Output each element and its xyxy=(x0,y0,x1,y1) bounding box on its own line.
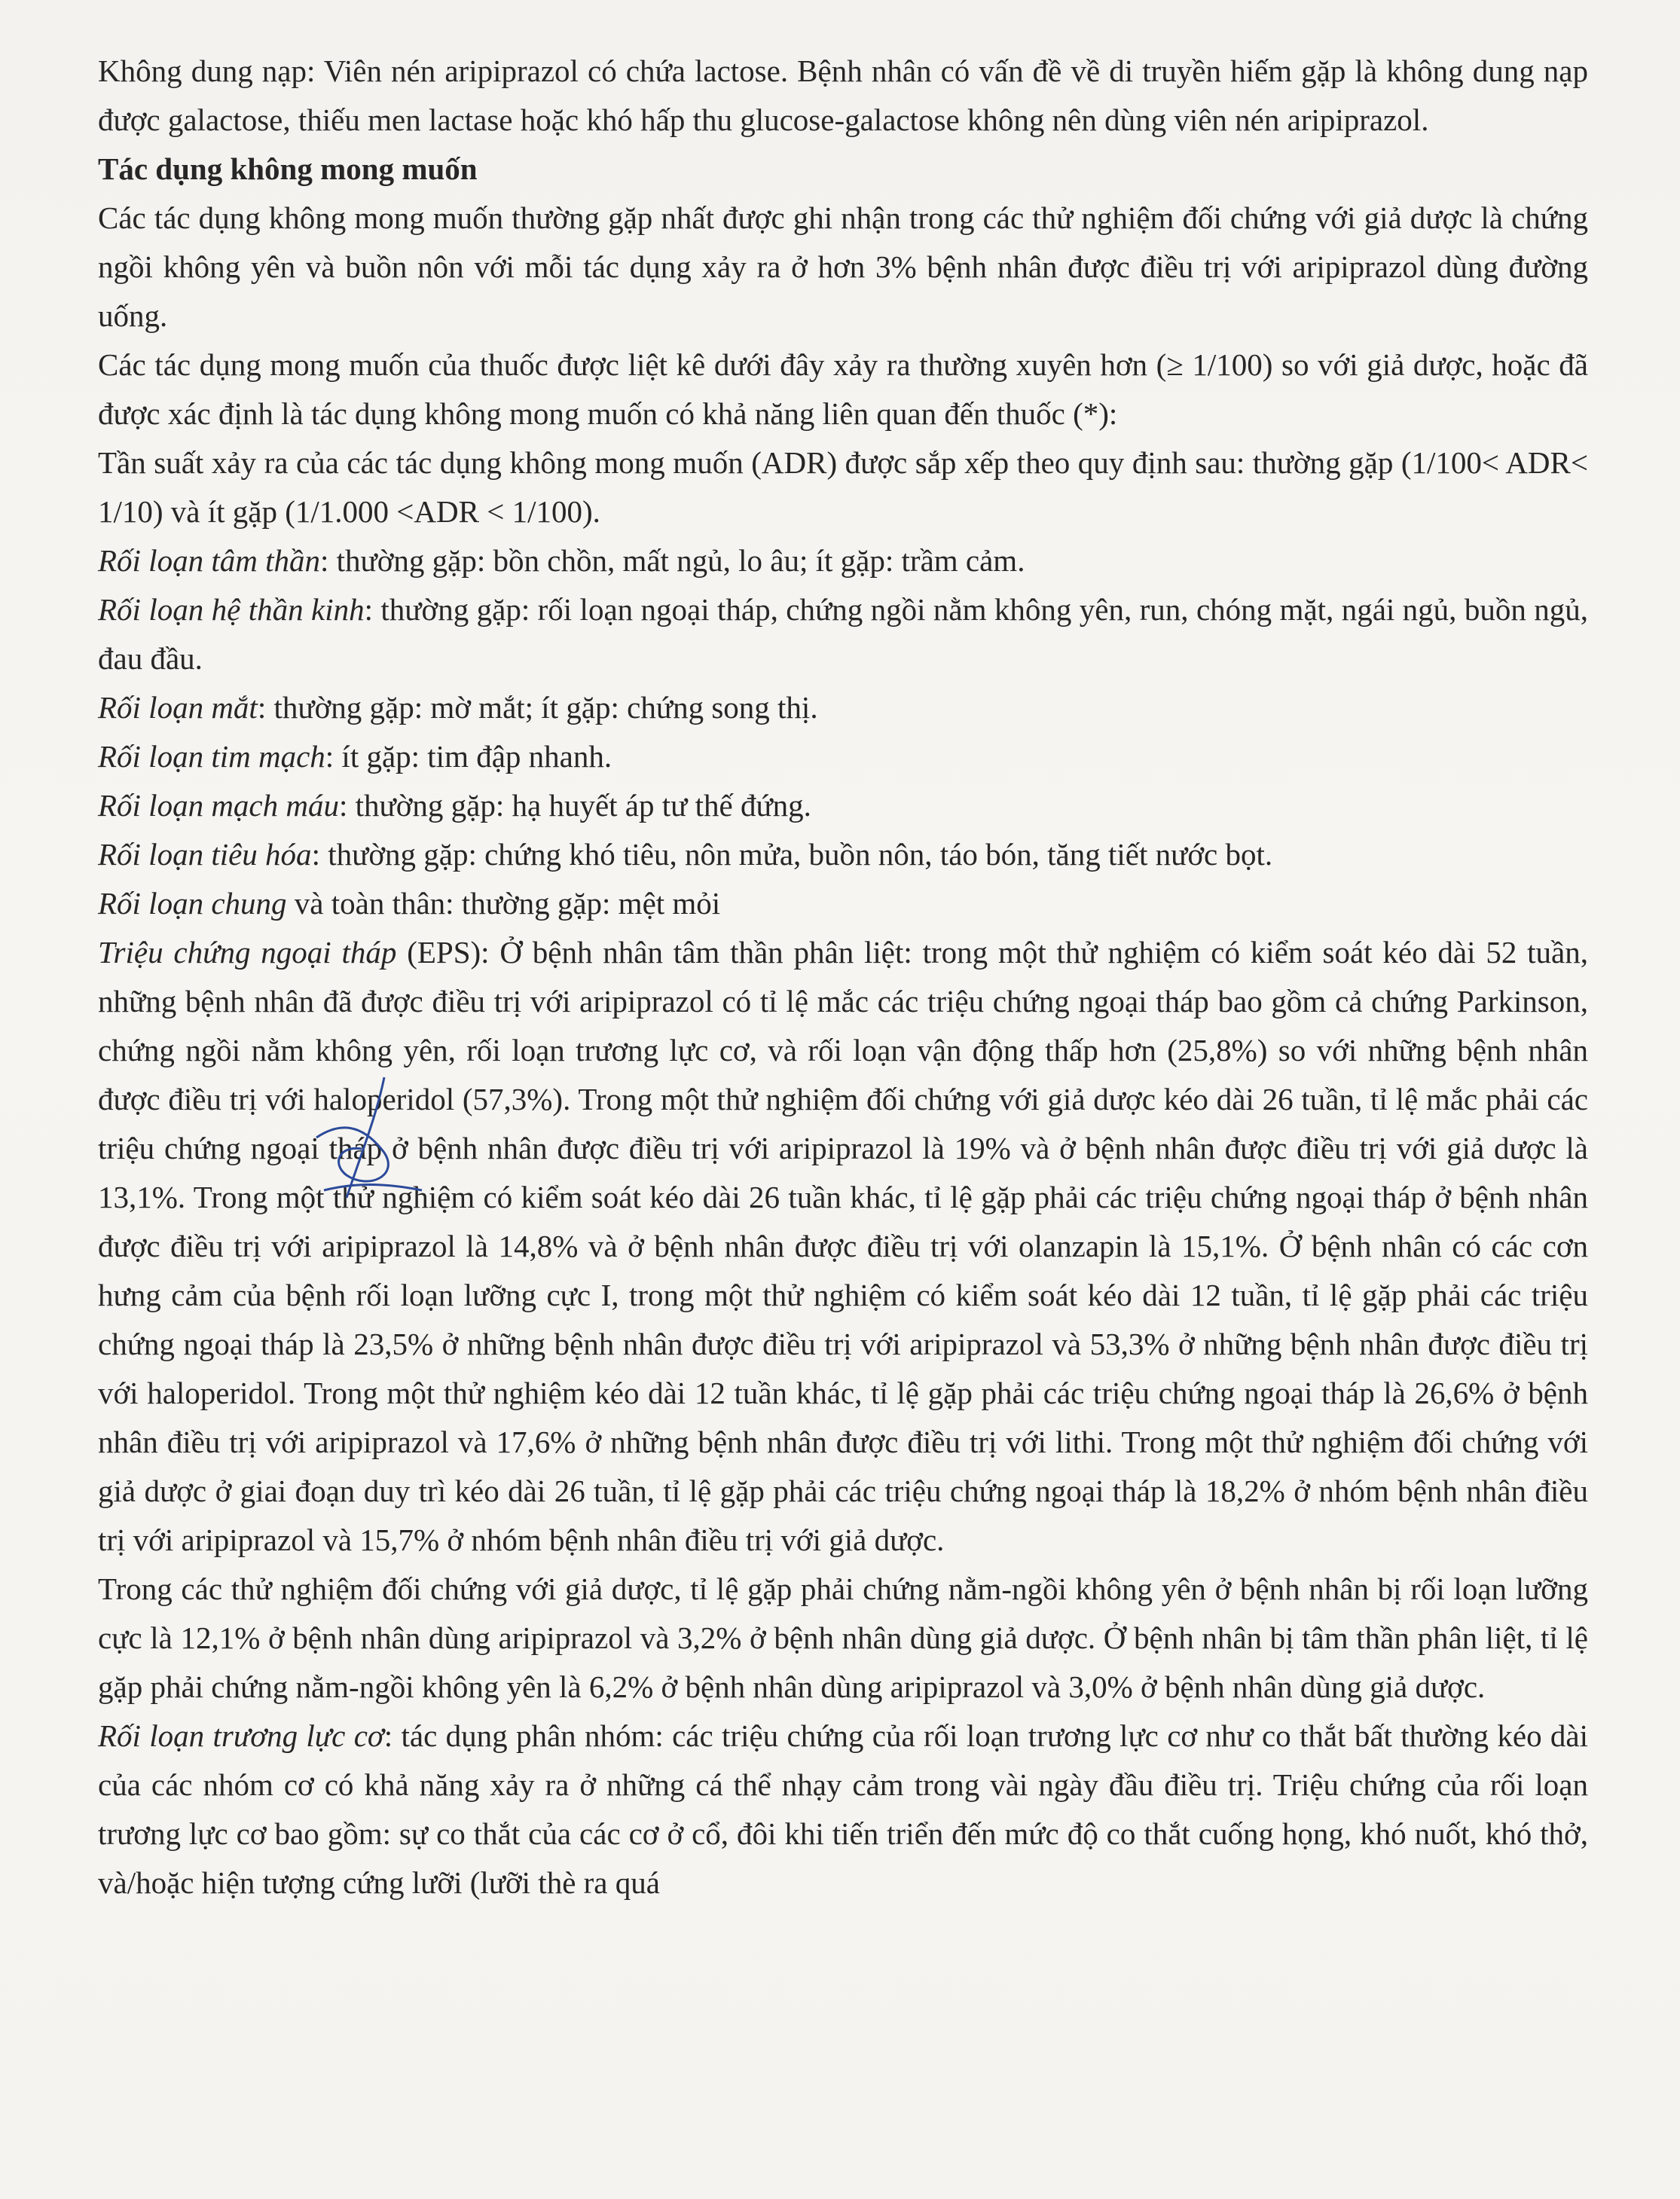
dystonia-text: : tác dụng phân nhóm: các triệu chứng của rối loạn trương lực cơ như co thắt bất thường kéo dài của các nhóm cơ có khả năng xảy ra ở những cá thể nhạy cảm trong vài ngày đầu điều trị. Triệu chứng của rối loạn trương lực cơ bao gồm: sự co thắt của các cơ ở cổ, đôi khi tiến triển đến mức độ co thắt cuống họng, khó nuốt, khó thở, và/hoặc hiện tượng cứng lưỡi (lưỡi thè ra quá xyxy=(98,1718,1588,1900)
akathisia-paragraph: Trong các thử nghiệm đối chứng với giả dược, tỉ lệ gặp phải chứng nằm-ngồi không yên ở bệnh nhân bị rối loạn lưỡng cực là 12,1% ở bệnh nhân dùng aripiprazol và 3,2% ở bệnh nhân dùng giả dược. Ở bệnh nhân bị tâm thần phân liệt, tỉ lệ gặp phải chứng nằm-ngồi không yên là 6,2% ở bệnh nhân dùng aripiprazol và 3,0% ở bệnh nhân dùng giả dược. xyxy=(98,1571,1588,1704)
adr-common-paragraph: Các tác dụng không mong muốn thường gặp nhất được ghi nhận trong các thử nghiệm đối chứng với giả dược là chứng ngồi không yên và buồn nôn với mỗi tác dụng xảy ra ở hơn 3% bệnh nhân được điều trị với aripiprazol dùng đường uống. xyxy=(98,200,1588,333)
dystonia-label: Rối loạn trương lực cơ xyxy=(98,1718,384,1753)
cardiac-disorders-item xyxy=(98,732,1588,781)
cardiac-disorders-label: Rối loạn tim mạch xyxy=(98,739,325,774)
psychiatric-disorders-text: : thường gặp: bồn chồn, mất ngủ, lo âu; ít gặp: trầm cảm. xyxy=(319,543,1025,578)
adverse-effects-heading: Tác dụng không mong muốn xyxy=(98,151,478,186)
vascular-disorders-text: : thường gặp: hạ huyết áp tư thế đứng. xyxy=(339,788,811,823)
cardiac-disorders-text: : ít gặp: tim đập nhanh. xyxy=(325,739,612,774)
eye-disorders-label: Rối loạn mắt xyxy=(98,690,258,725)
vascular-disorders-label: Rối loạn mạch máu xyxy=(98,788,339,823)
general-disorders-label: Rối loạn chung xyxy=(98,886,287,921)
eps-text: (EPS): Ở bệnh nhân tâm thần phân liệt: trong một thử nghiệm có kiểm soát kéo dài 52 tuần, những bệnh nhân đã được điều trị với aripiprazol có tỉ lệ mắc các triệu chứng ngoại tháp bao gồm cả chứng Parkinson, chứng ngồi nằm không yên, rối loạn trương lực cơ, và rối loạn vận động thấp hơn (25,8%) so với những bệnh nhân được điều trị với haloperidol (57,3%). Trong một thử nghiệm đối chứng với giả dược kéo dài 26 tuần, tỉ lệ mắc phải các triệu chứng ngoại tháp ở bệnh nhân được điều trị với aripiprazol là 19% và ở bệnh nhân được điều trị với giả dược là 13,1%. Trong một thử nghiệm có kiểm soát kéo dài 26 tuần khác, tỉ lệ gặp phải các triệu chứng ngoại tháp ở bệnh nhân được điều trị với aripiprazol là 14,8% và ở bệnh nhân được điều trị với olanzapin là 15,1%. Ở bệnh nhân có các cơn hưng cảm của bệnh rối loạn lưỡng cực I, trong một thử nghiệm có kiểm soát kéo dài 12 tuần, tỉ lệ gặp phải các triệu chứng ngoại tháp là 23,5% ở những bệnh nhân được điều trị với aripiprazol và 53,3% ở những bệnh nhân được điều trị với haloperidol. Trong một thử nghiệm kéo dài 12 tuần khác, tỉ lệ gặp phải các triệu chứng ngoại tháp là 26,6% ở bệnh nhân điều trị với aripiprazol và 17,6% ở những bệnh nhân được điều trị với lithi. Trong một thử nghiệm đối chứng với giả dược ở giai đoạn duy trì kéo dài 26 tuần, tỉ lệ gặp phải các triệu chứng ngoại tháp là 18,2% ở nhóm bệnh nhân điều trị với aripiprazol và 15,7% ở nhóm bệnh nhân điều trị với giả dược. xyxy=(98,935,1588,1557)
document-body xyxy=(98,47,1588,1907)
nervous-system-text: : thường gặp: rối loạn ngoại tháp, chứng ngồi nằm không yên, run, chóng mặt, ngái ngủ, buồn ngủ, đau đầu. xyxy=(98,592,1588,676)
dystonia-paragraph xyxy=(98,1712,1588,1907)
eye-disorders-item xyxy=(98,683,1588,732)
gastrointestinal-disorders-label: Rối loạn tiêu hóa xyxy=(98,837,312,872)
general-disorders-text: và toàn thân: thường gặp: mệt mỏi xyxy=(286,886,721,921)
vascular-disorders-item xyxy=(98,781,1588,830)
eye-disorders-text: : thường gặp: mờ mắt; ít gặp: chứng song thị. xyxy=(257,690,818,725)
eps-label: Triệu chứng ngoại tháp xyxy=(98,935,397,970)
intolerance-paragraph: Không dung nạp: Viên nén aripiprazol có chứa lactose. Bệnh nhân có vấn đề về di truyền hiếm gặp là không dung nạp được galactose, thiếu men lactase hoặc khó hấp thu glucose-galactose không nên dùng viên nén aripiprazol. xyxy=(98,53,1588,137)
general-disorders-item xyxy=(98,879,1588,928)
adr-frequency-paragraph: Tần suất xảy ra của các tác dụng không mong muốn (ADR) được sắp xếp theo quy định sau: thường gặp (1/100< ADR< 1/10) và ít gặp (1/1.000 <ADR < 1/100). xyxy=(98,445,1588,529)
nervous-system-item xyxy=(98,585,1588,683)
eps-paragraph xyxy=(98,928,1588,1565)
gastrointestinal-disorders-text: : thường gặp: chứng khó tiêu, nôn mửa, buồn nôn, táo bón, tăng tiết nước bọt. xyxy=(311,837,1273,872)
psychiatric-disorders-item xyxy=(98,536,1588,585)
adr-list-intro-paragraph: Các tác dụng mong muốn của thuốc được liệt kê dưới đây xảy ra thường xuyên hơn (≥ 1/100) so với giả dược, hoặc đã được xác định là tác dụng không mong muốn có khả năng liên quan đến thuốc (*): xyxy=(98,347,1588,431)
nervous-system-label: Rối loạn hệ thần kinh xyxy=(98,592,365,627)
psychiatric-disorders-label: Rối loạn tâm thần xyxy=(98,543,320,578)
gastrointestinal-disorders-item xyxy=(98,830,1588,879)
